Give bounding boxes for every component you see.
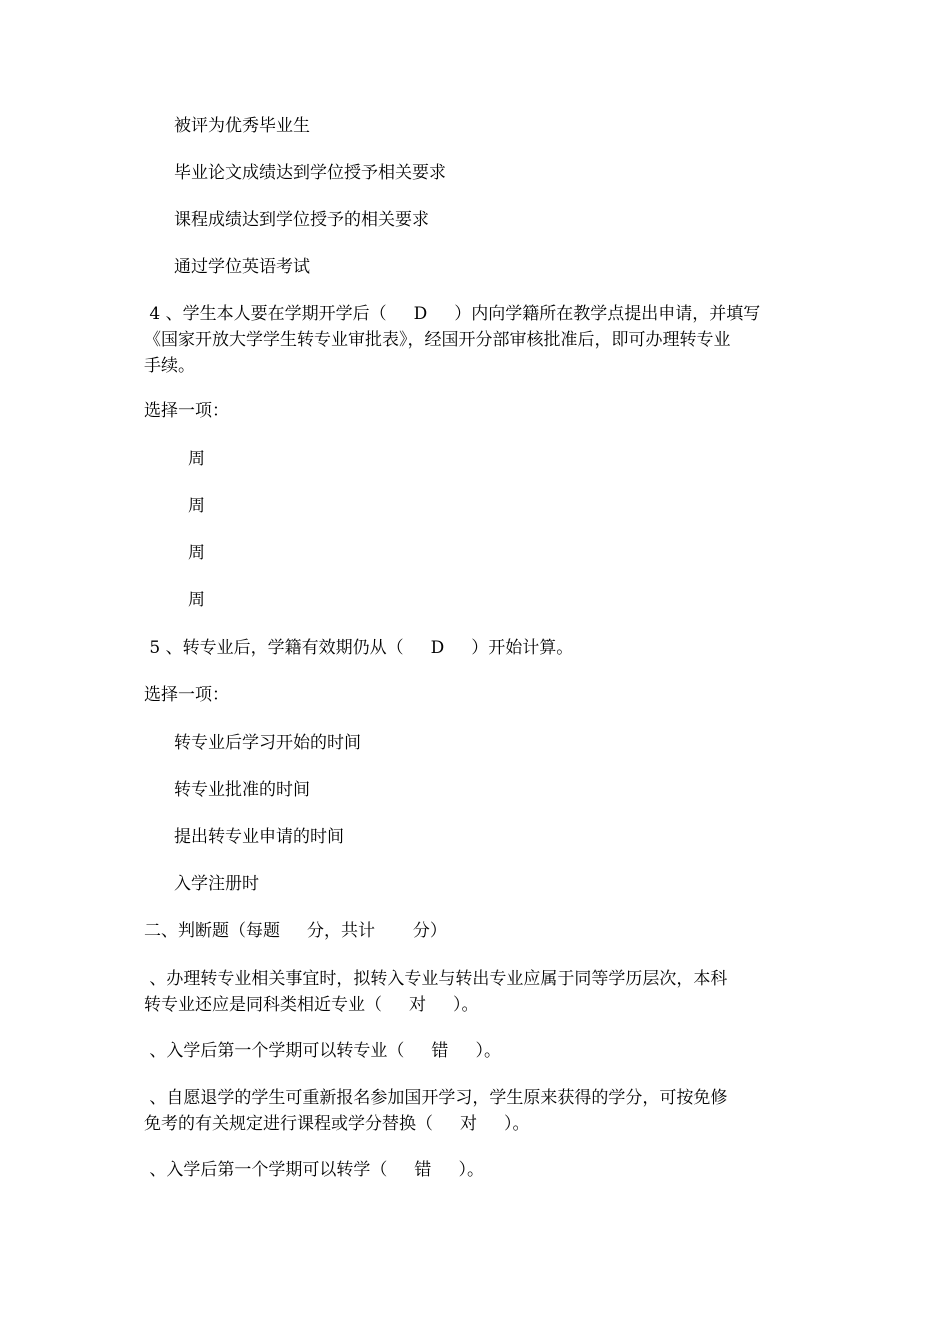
q4-option-c: 周 [188, 543, 205, 563]
tf-item-3-line-1: 、自愿退学的学生可重新报名参加国开学习，学生原来获得的学分，可按免修 [144, 1088, 728, 1108]
q5-option-d: 入学注册时 [174, 874, 259, 894]
tf-item-1-line-1: 、办理转专业相关事宜时，拟转入专业与转出专业应属于同等学历层次，本科 [144, 969, 728, 989]
tf-item-4: 、入学后第一个学期可以转学（ 错 ）。 [144, 1160, 484, 1180]
q4-text-line-1: 4 、学生本人要在学期开学后（ D ）内向学籍所在教学点提出申请，并填写 [144, 304, 761, 324]
q4-option-a: 周 [188, 449, 205, 469]
q4-option-b: 周 [188, 496, 205, 516]
q4-text-line-3: 手续。 [144, 356, 195, 376]
q3-option-b: 毕业论文成绩达到学位授予相关要求 [174, 163, 446, 183]
section2-title: 二、判断题（每题 分，共计 分） [144, 921, 447, 941]
q4-text-line-2: 《国家开放大学学生转专业审批表》，经国开分部审核批准后，即可办理转专业 [144, 330, 731, 350]
q4-prompt: 选择一项： [144, 401, 229, 421]
q3-option-c: 课程成绩达到学位授予的相关要求 [174, 210, 429, 230]
q4-option-d: 周 [188, 590, 205, 610]
q5-prompt: 选择一项： [144, 685, 229, 705]
q5-option-a: 转专业后学习开始的时间 [174, 733, 361, 753]
q3-option-a: 被评为优秀毕业生 [174, 116, 310, 136]
q5-option-c: 提出转专业申请的时间 [174, 827, 344, 847]
tf-item-3-line-2: 免考的有关规定进行课程或学分替换（ 对 ）。 [144, 1114, 530, 1134]
q5-option-b: 转专业批准的时间 [174, 780, 310, 800]
tf-item-1-line-2: 转专业还应是同科类相近专业（ 对 ）。 [144, 995, 479, 1015]
q5-text: 5 、转专业后，学籍有效期仍从（ D ）开始计算。 [144, 638, 574, 658]
tf-item-2: 、入学后第一个学期可以转专业（ 错 ）。 [144, 1041, 501, 1061]
q3-option-d: 通过学位英语考试 [174, 257, 310, 277]
